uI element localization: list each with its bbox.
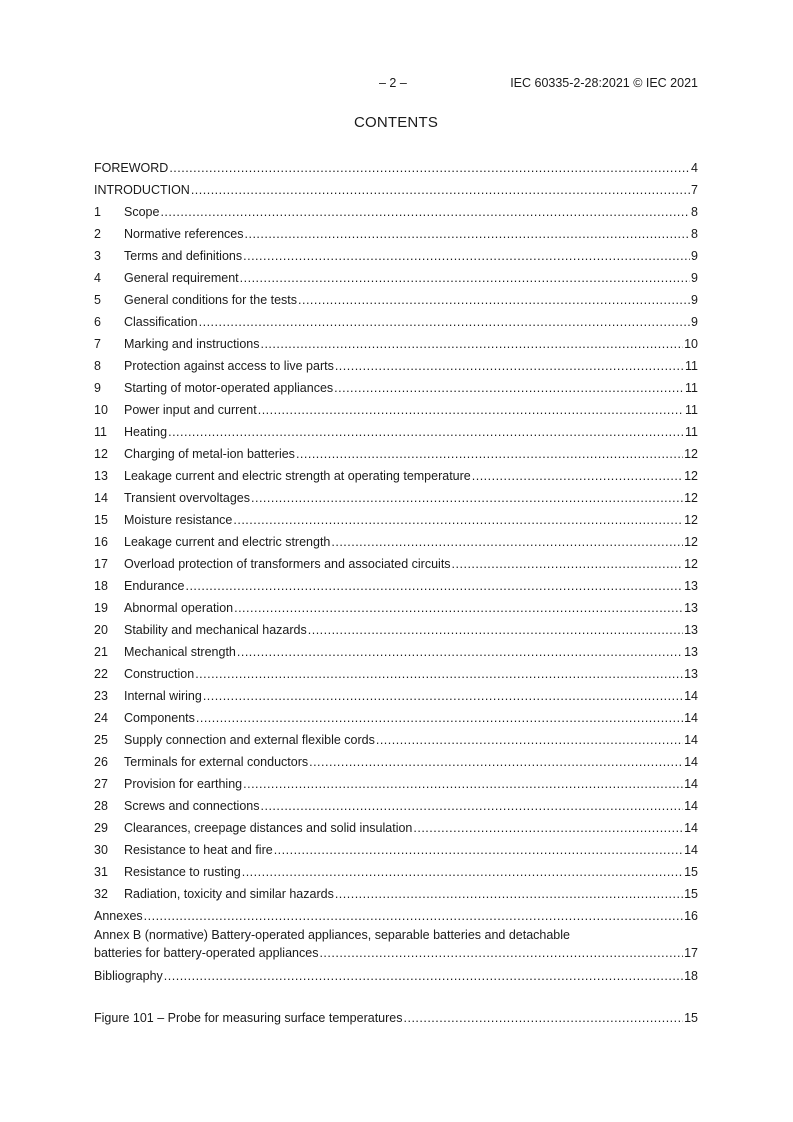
toc-entry-title: Normative references xyxy=(124,227,244,241)
toc-entry-title-line2: batteries for battery-operated appliances xyxy=(94,946,319,960)
toc-entry-number: 22 xyxy=(94,667,108,681)
dot-leader xyxy=(203,685,683,707)
toc-entry-page: 17 xyxy=(684,946,698,960)
toc-entry-clause[interactable] xyxy=(94,465,698,487)
toc-entry-title: Construction xyxy=(124,667,195,681)
toc-entry-title: Charging of metal-ion batteries xyxy=(124,447,295,461)
toc-entry-title: INTRODUCTION xyxy=(94,183,190,197)
toc-entry-page: 13 xyxy=(684,579,698,593)
toc-entry-title: Marking and instructions xyxy=(124,337,260,351)
toc-entry-title: FOREWORD xyxy=(94,161,169,175)
figure-entry-title: Figure 101 – Probe for measuring surface temperatures xyxy=(94,1011,403,1025)
toc-entry-annexes[interactable] xyxy=(94,905,698,927)
toc-entry-clause[interactable] xyxy=(94,751,698,773)
toc-entry-title: Supply connection and external flexible cords xyxy=(124,733,375,747)
toc-entry-page: 12 xyxy=(684,491,698,505)
dot-leader xyxy=(168,421,684,443)
dot-leader xyxy=(234,597,683,619)
dot-leader xyxy=(240,267,690,289)
toc-entry-clause[interactable] xyxy=(94,201,698,223)
toc-entry-title: Mechanical strength xyxy=(124,645,236,659)
toc-entry-title: Power input and current xyxy=(124,403,257,417)
toc-entry-page: 14 xyxy=(684,711,698,725)
table-of-contents xyxy=(94,157,698,987)
toc-entry-clause[interactable] xyxy=(94,377,698,399)
dot-leader xyxy=(296,443,683,465)
toc-entry-page: 11 xyxy=(685,359,698,373)
toc-entry-clause[interactable] xyxy=(94,861,698,883)
dot-leader xyxy=(169,157,690,179)
toc-entry-introduction[interactable] xyxy=(94,179,698,201)
toc-entry-page: 9 xyxy=(691,315,698,329)
dot-leader xyxy=(237,641,683,663)
toc-entry-page: 18 xyxy=(684,969,698,983)
toc-entry-number: 17 xyxy=(94,557,108,571)
toc-entry-page: 14 xyxy=(684,843,698,857)
toc-entry-page: 16 xyxy=(684,909,698,923)
toc-entry-clause[interactable] xyxy=(94,443,698,465)
toc-entry-clause[interactable] xyxy=(94,487,698,509)
toc-entry-title-line1: Annex B (normative) Battery-operated appliances, separable batteries and detachable xyxy=(94,928,570,942)
toc-entry-page: 14 xyxy=(684,689,698,703)
figure-entry[interactable] xyxy=(94,1007,698,1029)
toc-entry-title: Classification xyxy=(124,315,198,329)
toc-entry-page: 11 xyxy=(685,425,698,439)
toc-entry-title: Heating xyxy=(124,425,168,439)
toc-entry-clause[interactable] xyxy=(94,575,698,597)
toc-entry-title: Clearances, creepage distances and solid insulation xyxy=(124,821,413,835)
toc-entry-page: 14 xyxy=(684,821,698,835)
dot-leader xyxy=(243,245,690,267)
toc-entry-foreword[interactable] xyxy=(94,157,698,179)
toc-entry-clause[interactable] xyxy=(94,839,698,861)
toc-entry-number: 26 xyxy=(94,755,108,769)
toc-entry-clause[interactable] xyxy=(94,707,698,729)
toc-entry-page: 9 xyxy=(691,249,698,263)
toc-entry-number: 1 xyxy=(94,205,101,219)
toc-entry-title: Resistance to heat and fire xyxy=(124,843,273,857)
dot-leader xyxy=(261,795,684,817)
toc-entry-title: Starting of motor-operated appliances xyxy=(124,381,334,395)
toc-entry-clause[interactable] xyxy=(94,223,698,245)
toc-entry-title: Terminals for external conductors xyxy=(124,755,309,769)
toc-entry-number: 30 xyxy=(94,843,108,857)
toc-entry-page: 12 xyxy=(684,469,698,483)
toc-entry-clause[interactable] xyxy=(94,531,698,553)
toc-entry-number: 21 xyxy=(94,645,108,659)
dot-leader xyxy=(274,839,683,861)
toc-entry-number: 5 xyxy=(94,293,101,307)
toc-entry-title: Overload protection of transformers and associated circuits xyxy=(124,557,451,571)
toc-entry-clause[interactable] xyxy=(94,883,698,905)
dot-leader xyxy=(199,311,690,333)
toc-entry-page: 13 xyxy=(684,667,698,681)
toc-entry-number: 4 xyxy=(94,271,101,285)
dot-leader xyxy=(334,377,684,399)
toc-entry-title: Scope xyxy=(124,205,160,219)
dot-leader xyxy=(319,943,683,963)
dot-leader xyxy=(309,751,683,773)
toc-entry-number: 8 xyxy=(94,359,101,373)
toc-entry-number: 29 xyxy=(94,821,108,835)
dot-leader xyxy=(335,883,683,905)
dot-leader xyxy=(243,773,683,795)
dot-leader xyxy=(413,817,683,839)
toc-entry-clause[interactable] xyxy=(94,245,698,267)
toc-entry-page: 13 xyxy=(684,645,698,659)
list-of-figures xyxy=(94,1007,698,1029)
toc-entry-title: Transient overvoltages xyxy=(124,491,250,505)
toc-entry-page: 13 xyxy=(684,601,698,615)
toc-entry-page: 4 xyxy=(691,161,698,175)
toc-entry-number: 9 xyxy=(94,381,101,395)
toc-entry-title: Internal wiring xyxy=(124,689,202,703)
toc-entry-number: 28 xyxy=(94,799,108,813)
dot-leader xyxy=(245,223,691,245)
toc-entry-title: Terms and definitions xyxy=(124,249,243,263)
toc-entry-number: 18 xyxy=(94,579,108,593)
toc-entry-bibliography[interactable] xyxy=(94,965,698,987)
toc-entry-title: Provision for earthing xyxy=(124,777,243,791)
toc-entry-number: 2 xyxy=(94,227,101,241)
figure-entry-page: 15 xyxy=(684,1011,698,1025)
toc-entry-page: 14 xyxy=(684,799,698,813)
toc-entry-title: Stability and mechanical hazards xyxy=(124,623,307,637)
dot-leader xyxy=(376,729,683,751)
toc-entry-clause[interactable] xyxy=(94,355,698,377)
toc-entry-page: 9 xyxy=(691,293,698,307)
toc-entry-page: 11 xyxy=(685,403,698,417)
toc-entry-page: 7 xyxy=(691,183,698,197)
toc-entry-number: 25 xyxy=(94,733,108,747)
toc-entry-clause[interactable] xyxy=(94,509,698,531)
toc-entry-clause[interactable] xyxy=(94,641,698,663)
toc-entry-page: 13 xyxy=(684,623,698,637)
toc-entry-clause[interactable] xyxy=(94,399,698,421)
toc-entry-number: 24 xyxy=(94,711,108,725)
toc-entry-number: 11 xyxy=(94,425,107,439)
toc-entry-clause[interactable] xyxy=(94,311,698,333)
toc-entry-clause[interactable] xyxy=(94,663,698,685)
toc-entry-clause[interactable] xyxy=(94,685,698,707)
toc-entry-clause[interactable] xyxy=(94,421,698,443)
toc-entry-page: 14 xyxy=(684,755,698,769)
toc-entry-clause[interactable] xyxy=(94,729,698,751)
toc-entry-page: 15 xyxy=(684,887,698,901)
toc-entry-clause[interactable] xyxy=(94,267,698,289)
toc-entry-clause[interactable] xyxy=(94,597,698,619)
toc-entry-title: Components xyxy=(124,711,195,725)
toc-entry-number: 10 xyxy=(94,403,108,417)
toc-entry-title: General requirement xyxy=(124,271,239,285)
dot-leader xyxy=(233,509,683,531)
dot-leader xyxy=(298,289,690,311)
toc-entry-page: 12 xyxy=(684,513,698,527)
toc-entry-clause[interactable] xyxy=(94,333,698,355)
toc-entry-number: 3 xyxy=(94,249,101,263)
toc-entry-title: General conditions for the tests xyxy=(124,293,298,307)
toc-entry-number: 31 xyxy=(94,865,108,879)
toc-entry-number: 6 xyxy=(94,315,101,329)
dot-leader xyxy=(335,355,684,377)
toc-entry-page: 12 xyxy=(684,447,698,461)
toc-entry-title: Leakage current and electric strength at operating temperature xyxy=(124,469,471,483)
toc-entry-clause[interactable] xyxy=(94,619,698,641)
toc-entry-title: Screws and connections xyxy=(124,799,260,813)
toc-entry-number: 13 xyxy=(94,469,108,483)
dot-leader xyxy=(258,399,684,421)
dot-leader xyxy=(160,201,690,223)
toc-entry-page: 8 xyxy=(691,205,698,219)
dot-leader xyxy=(242,861,683,883)
dot-leader xyxy=(260,333,683,355)
toc-entry-page: 14 xyxy=(684,733,698,747)
contents-title: CONTENTS xyxy=(353,114,439,131)
toc-entry-number: 15 xyxy=(94,513,108,527)
toc-entry-number: 7 xyxy=(94,337,101,351)
toc-entry-number: 19 xyxy=(94,601,108,615)
toc-entry-clause[interactable] xyxy=(94,553,698,575)
page-number: – 2 – xyxy=(379,76,407,90)
dot-leader xyxy=(331,531,683,553)
toc-entry-page: 11 xyxy=(685,381,698,395)
toc-entry-title: Leakage current and electric strength xyxy=(124,535,331,549)
dot-leader xyxy=(472,465,683,487)
page-header xyxy=(94,76,698,92)
toc-entry-number: 16 xyxy=(94,535,108,549)
toc-entry-clause[interactable] xyxy=(94,817,698,839)
toc-entry-page: 9 xyxy=(691,271,698,285)
dot-leader xyxy=(404,1007,684,1029)
standard-reference: IEC 60335-2-28:2021 © IEC 2021 xyxy=(510,76,698,90)
toc-entry-page: 8 xyxy=(691,227,698,241)
toc-entry-clause[interactable] xyxy=(94,289,698,311)
dot-leader xyxy=(164,965,683,987)
dot-leader xyxy=(452,553,684,575)
toc-entry-page: 10 xyxy=(684,337,698,351)
toc-entry-number: 23 xyxy=(94,689,108,703)
toc-entry-number: 32 xyxy=(94,887,108,901)
toc-entry-clause[interactable] xyxy=(94,795,698,817)
toc-entry-title: Moisture resistance xyxy=(124,513,233,527)
toc-entry-annex-b[interactable] xyxy=(94,927,698,965)
dot-leader xyxy=(191,179,690,201)
dot-leader xyxy=(195,663,683,685)
dot-leader xyxy=(196,707,683,729)
toc-entry-title: Bibliography xyxy=(94,969,163,983)
toc-entry-number: 20 xyxy=(94,623,108,637)
dot-leader xyxy=(185,575,683,597)
toc-entry-page: 12 xyxy=(684,535,698,549)
toc-entry-number: 14 xyxy=(94,491,108,505)
toc-entry-title: Annexes xyxy=(94,909,143,923)
toc-entry-number: 12 xyxy=(94,447,108,461)
toc-entry-page: 12 xyxy=(684,557,698,571)
toc-entry-clause[interactable] xyxy=(94,773,698,795)
dot-leader xyxy=(251,487,683,509)
dot-leader xyxy=(308,619,683,641)
toc-entry-page: 14 xyxy=(684,777,698,791)
dot-leader xyxy=(144,905,683,927)
toc-entry-title: Resistance to rusting xyxy=(124,865,241,879)
toc-entry-page: 15 xyxy=(684,865,698,879)
toc-entry-number: 27 xyxy=(94,777,108,791)
toc-entry-title: Abnormal operation xyxy=(124,601,234,615)
toc-entry-title: Radiation, toxicity and similar hazards xyxy=(124,887,334,901)
toc-entry-title: Endurance xyxy=(124,579,185,593)
toc-entry-title: Protection against access to live parts xyxy=(124,359,334,373)
